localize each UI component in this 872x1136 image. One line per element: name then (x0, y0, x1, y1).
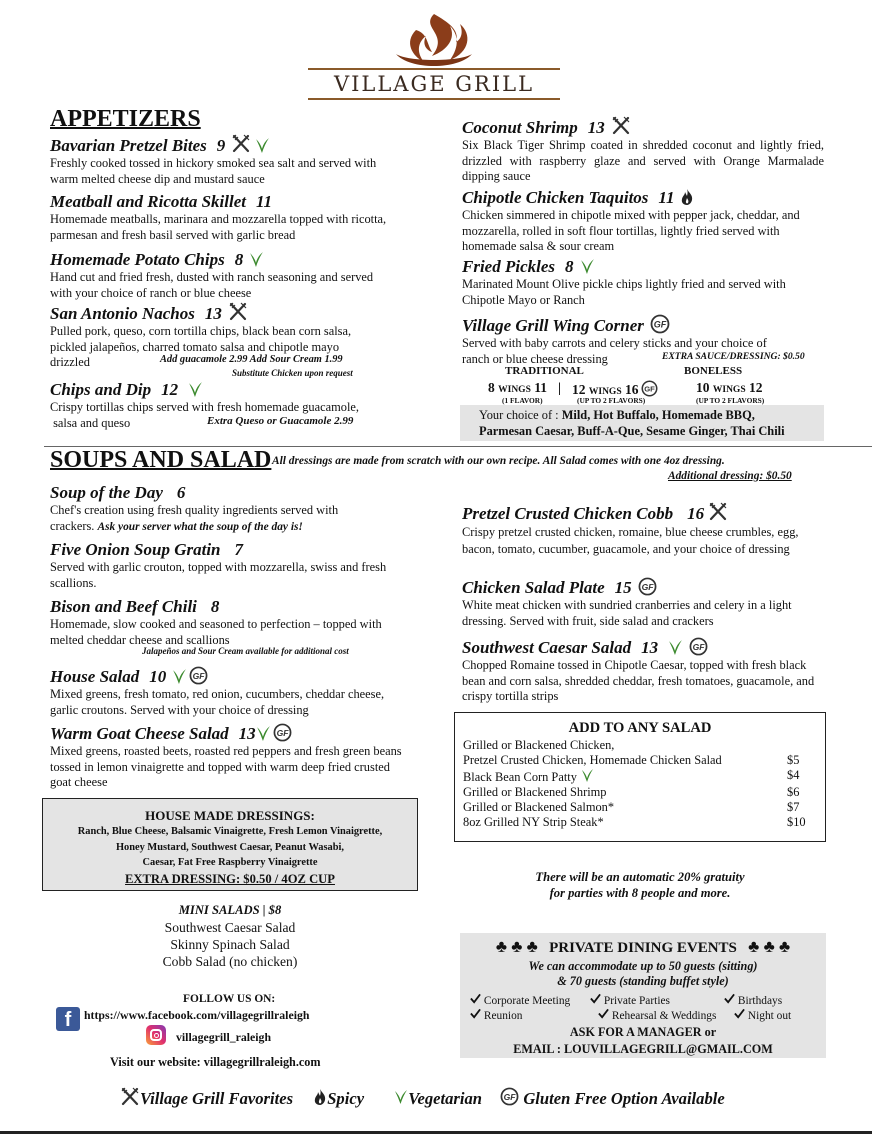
clubs-icon: ♣ ♣ ♣ (495, 937, 538, 956)
item-title: Village Grill Wing Corner (462, 314, 824, 336)
item-desc: Freshly cooked tossed in hickory smoked sea salt and served with warm melted cheese dip and mustard sauce (50, 156, 377, 186)
item-desc-line: ranch or blue cheese dressing (462, 351, 608, 366)
legend-gluten-free: Gluten Free Option Available (523, 1089, 725, 1108)
check-icon (590, 993, 601, 1004)
favorite-icon (611, 116, 631, 136)
menu-item (50, 483, 410, 535)
item-desc: Served with garlic crouton, topped with mozzarella, swiss and fresh scallions. (50, 560, 387, 590)
logo (300, 10, 568, 102)
legend-vegetarian: Vegetarian (408, 1089, 482, 1108)
gluten-free-icon (689, 637, 708, 656)
item-title: Chipotle Chicken Taquitos 11 (462, 188, 824, 208)
menu-item (50, 597, 395, 648)
addon-note: Add guacamole 2.99 Add Sour Cream 1.99 (160, 354, 343, 365)
item-desc: Mixed greens, fresh tomato, red onion, cucumbers, cheddar cheese, garlic croutons. Served with your choice of dressing (50, 687, 385, 717)
item-desc: Chopped Romaine tossed in Chipotle Caesar, topped with fresh black bean and corn salsa, shredded cheddar, fresh tomatoes, guacamole, and crispy tortilla strips (462, 658, 815, 703)
item-desc-line: drizzled (50, 355, 90, 369)
item-title: House Salad 10 (50, 666, 395, 687)
vegetarian-icon (172, 668, 187, 685)
item-desc: Hand cut and fried fresh, dusted with ranch seasoning and served with your choice of ranch or blue cheese (50, 270, 374, 300)
event-item: Reunion (470, 1008, 522, 1022)
event-item: Birthdays (724, 993, 782, 1007)
website-link[interactable]: Visit our website: villagegrillraleigh.com (110, 1055, 321, 1069)
add-salad-row: Black Bean Corn Patty $4 (463, 768, 800, 784)
appetizers-heading: APPETIZERS (50, 106, 201, 132)
dressing-intro: All dressings are made from scratch with our own recipe. All Salad comes with one 4oz dressing. (272, 455, 725, 467)
gluten-free-icon (273, 723, 292, 742)
menu-item (462, 502, 824, 558)
wing-flavors-line1: Mild, Hot Buffalo, Homemade BBQ, (561, 408, 755, 422)
mini-salads-title: MINI SALADS | $8 (178, 903, 282, 917)
menu-item (462, 257, 824, 308)
item-title: Chicken Salad Plate 15 (462, 577, 824, 598)
wing-flavors-prefix: Your choice of : (479, 408, 562, 422)
check-icon (724, 993, 735, 1004)
favorite-icon (228, 302, 248, 322)
instagram-icon[interactable] (146, 1025, 166, 1045)
item-title: Meatball and Ricotta Skillet 11 (50, 192, 273, 211)
item-desc-line: Served with baby carrots and celery sticks and your choice of (462, 336, 767, 350)
add-to-salad-box (454, 712, 826, 842)
add-salad-row: Grilled or Blackened Salmon* $7 (463, 800, 800, 814)
item-title: Bison and Beef Chili 8 (50, 597, 220, 616)
item-title: Fried Pickles 8 (462, 257, 824, 277)
wings-option-2-sub: (UP TO 2 FLAVORS) (577, 396, 646, 405)
item-title: Coconut Shrimp 13 (462, 116, 824, 138)
logo-bottom-rule (308, 98, 560, 100)
wing-flavors-box (460, 405, 824, 441)
item-title: San Antonio Nachos 13 (50, 302, 410, 324)
mini-salad-item: Cobb Salad (no chicken) (162, 954, 298, 969)
check-icon (470, 1008, 481, 1019)
private-capacity: We can accommodate up to 50 guests (sitting) (528, 959, 758, 973)
item-desc: Marinated Mount Olive pickle chips lightly fried and served with Chipotle Mayo or Ranch (462, 277, 786, 307)
dressings-line: Honey Mustard, Southwest Caesar, Peanut Wasabi, (115, 841, 345, 853)
item-desc-line: Pulled pork, queso, corn tortilla chips, black bean corn salsa, (50, 324, 352, 338)
spicy-icon (680, 188, 694, 206)
item-title: Chips and Dip 12 (50, 380, 410, 400)
add-salad-row: 8oz Grilled NY Strip Steak* $10 (463, 815, 806, 829)
item-desc: Homemade meatballs, marinara and mozzarella topped with ricotta, parmesan and fresh basil served with garlic bread (50, 212, 387, 242)
addon-note: Substitute Chicken upon request (232, 368, 353, 378)
legend (120, 1087, 725, 1109)
vegetarian-icon (256, 725, 271, 742)
mini-salad-item: Skinny Spinach Salad (170, 937, 290, 952)
menu-item (50, 666, 395, 718)
item-title: Homemade Potato Chips 8 (50, 250, 390, 270)
vegetarian-icon (668, 639, 683, 656)
private-dining-title-row: ♣ ♣ ♣ PRIVATE DINING EVENTS ♣ ♣ ♣ (495, 937, 791, 956)
add-salad-title: ADD TO ANY SALAD (568, 720, 712, 736)
chili-note: Jalapeños and Sour Cream available for additional cost (142, 646, 349, 656)
dressings-line: Caesar, Fat Free Raspberry Vinaigrette (142, 857, 318, 868)
wings-option-1: 8 WINGS 11 (488, 380, 547, 395)
favorite-icon (231, 134, 251, 154)
item-desc: Crispy pretzel crusted chicken, romaine, blue cheese crumbles, egg, bacon, tomato, cucumber, guacamole, and your choice of dressing (462, 525, 799, 556)
item-desc-line: crackers. Ask your server what the soup of the day is! (50, 518, 303, 533)
check-icon (598, 1008, 609, 1019)
check-icon (734, 1008, 745, 1019)
item-desc: Homemade, slow cooked and seasoned to perfection – topped with melted cheddar cheese and scallions (50, 617, 382, 647)
additional-dressing: Additional dressing: $0.50 (668, 470, 792, 482)
gluten-free-icon (189, 666, 208, 685)
vegetarian-icon (580, 258, 595, 275)
mini-salad-item: Southwest Caesar Salad (164, 920, 296, 935)
legend-favorites: Village Grill Favorites (140, 1089, 294, 1108)
addon-note: Extra Queso or Guacamole 2.99 (207, 415, 354, 427)
menu-item (50, 723, 412, 791)
instagram-handle[interactable]: villagegrill_raleigh (176, 1030, 272, 1044)
dressings-line: Ranch, Blue Cheese, Balsamic Vinaigrette, Fresh Lemon Vinaigrette, (77, 826, 383, 837)
gluten-free-icon (650, 314, 670, 334)
menu-item (462, 637, 824, 705)
gratuity-note: There will be an automatic 20% gratuity for parties with 8 people and more. (535, 870, 745, 900)
vegetarian-icon (188, 381, 203, 398)
gluten-free-icon (638, 577, 657, 596)
menu-item (50, 192, 390, 243)
wings-boneless-label: BONELESS (684, 365, 743, 377)
favorite-icon (708, 502, 728, 522)
add-salad-row: Grilled or Blackened Shrimp $6 (463, 785, 800, 799)
item-title: Bavarian Pretzel Bites 9 (50, 134, 390, 156)
item-title: Pretzel Crusted Chicken Cobb 16 (462, 502, 824, 524)
item-desc-line: Chef's creation using fresh quality ingredients served with (50, 503, 339, 517)
menu-item (462, 116, 824, 185)
house-dressings-box (42, 798, 418, 891)
event-item: Rehearsal & Weddings (598, 1008, 716, 1022)
extra-dressing: EXTRA DRESSING: $0.50 / 4OZ CUP (125, 871, 335, 886)
facebook-link[interactable]: https://www.facebook.com/villagegrillraleigh (84, 1008, 310, 1022)
add-salad-list (463, 738, 825, 830)
add-salad-row: Pretzel Crusted Chicken, Homemade Chicken Salad $5 (463, 753, 800, 767)
wing-flavors-line2: Parmesan Caesar, Buff-A-Que, Sesame Ginger, Thai Chili (479, 424, 785, 438)
mini-salads (130, 902, 330, 970)
item-title: Soup of the Day 6 (50, 483, 186, 502)
wings-separator: | (558, 380, 561, 395)
vegetarian-icon (581, 768, 594, 783)
item-desc: Chicken simmered in chipotle mixed with pepper jack, cheddar, and mozzarella, rolled in soft flour tortillas, lightly fried served with homemade salsa & sour cream (462, 208, 800, 253)
vegetarian-icon (249, 251, 264, 268)
menu-item (50, 540, 395, 591)
event-item: Night out (734, 1008, 791, 1022)
legend-spicy: Spicy (327, 1089, 365, 1108)
flame-logo-icon (300, 10, 568, 72)
spicy-icon (313, 1088, 327, 1106)
clubs-icon: ♣ ♣ ♣ (748, 937, 791, 956)
vegetarian-icon (255, 137, 270, 154)
event-item: Private Parties (590, 993, 670, 1007)
ask-manager: ASK FOR A MANAGER or (569, 1025, 717, 1039)
favorite-icon (120, 1087, 140, 1107)
item-desc: Six Black Tiger Shrimp coated in shredded coconut and lightly fried, drizzled with raspberry glaze and served with Orange Marmalade dipping sauce (462, 138, 824, 183)
item-title: Warm Goat Cheese Salad 13 (50, 723, 412, 744)
add-salad-row: Grilled or Blackened Chicken, (463, 738, 615, 752)
wings-option-3-sub: (UP TO 2 FLAVORS) (696, 396, 765, 405)
vegetarian-icon (394, 1089, 408, 1105)
item-desc-line: Crispy tortillas chips served with fresh homemade guacamole, (50, 400, 359, 414)
wings-option-3: 10 WINGS 12 (696, 380, 763, 395)
wings-option-2: 12 WINGS 16 (572, 380, 658, 398)
item-title: Southwest Caesar Salad 13 (462, 637, 824, 658)
item-desc-line: pickled jalapeños, charred tomato salsa and chipotle mayo (50, 339, 340, 354)
logo-text: VILLAGE GRILL (333, 72, 535, 96)
addon-note: EXTRA SAUCE/DRESSING: $0.50 (662, 351, 805, 362)
soups-salad-heading: SOUPS AND SALAD (50, 447, 272, 473)
contact-email[interactable]: EMAIL : LOUVILLAGEGRILL@GMAIL.COM (513, 1042, 773, 1056)
gluten-free-icon (500, 1087, 519, 1106)
wings-traditional-label: TRADITIONAL (505, 365, 584, 377)
item-desc-line: salsa and queso (50, 415, 131, 430)
item-desc: White meat chicken with sundried cranberries and celery in a light dressing. Served with fruit, side salad and crackers (462, 598, 792, 628)
wings-option-1-sub: (1 FLAVOR) (502, 396, 543, 405)
facebook-icon[interactable]: f (56, 1007, 80, 1031)
dressings-title: HOUSE MADE DRESSINGS: (145, 808, 315, 823)
menu-item (50, 250, 390, 301)
bottom-rule (0, 1131, 872, 1134)
menu-item (462, 188, 824, 255)
gluten-free-icon (641, 380, 658, 397)
follow-title: FOLLOW US ON: (183, 993, 276, 1005)
private-capacity: & 70 guests (standing buffet style) (557, 974, 729, 988)
item-title: Five Onion Soup Gratin 7 (50, 540, 244, 559)
menu-item (50, 134, 390, 187)
event-item: Corporate Meeting (470, 993, 570, 1007)
menu-item (462, 577, 824, 629)
check-icon (470, 993, 481, 1004)
logo-top-rule (308, 68, 560, 70)
item-desc: Mixed greens, roasted beets, roasted red peppers and fresh green beans tossed in lemon vinaigrette and topped with warm deep fried crusted goat cheese (50, 744, 402, 789)
